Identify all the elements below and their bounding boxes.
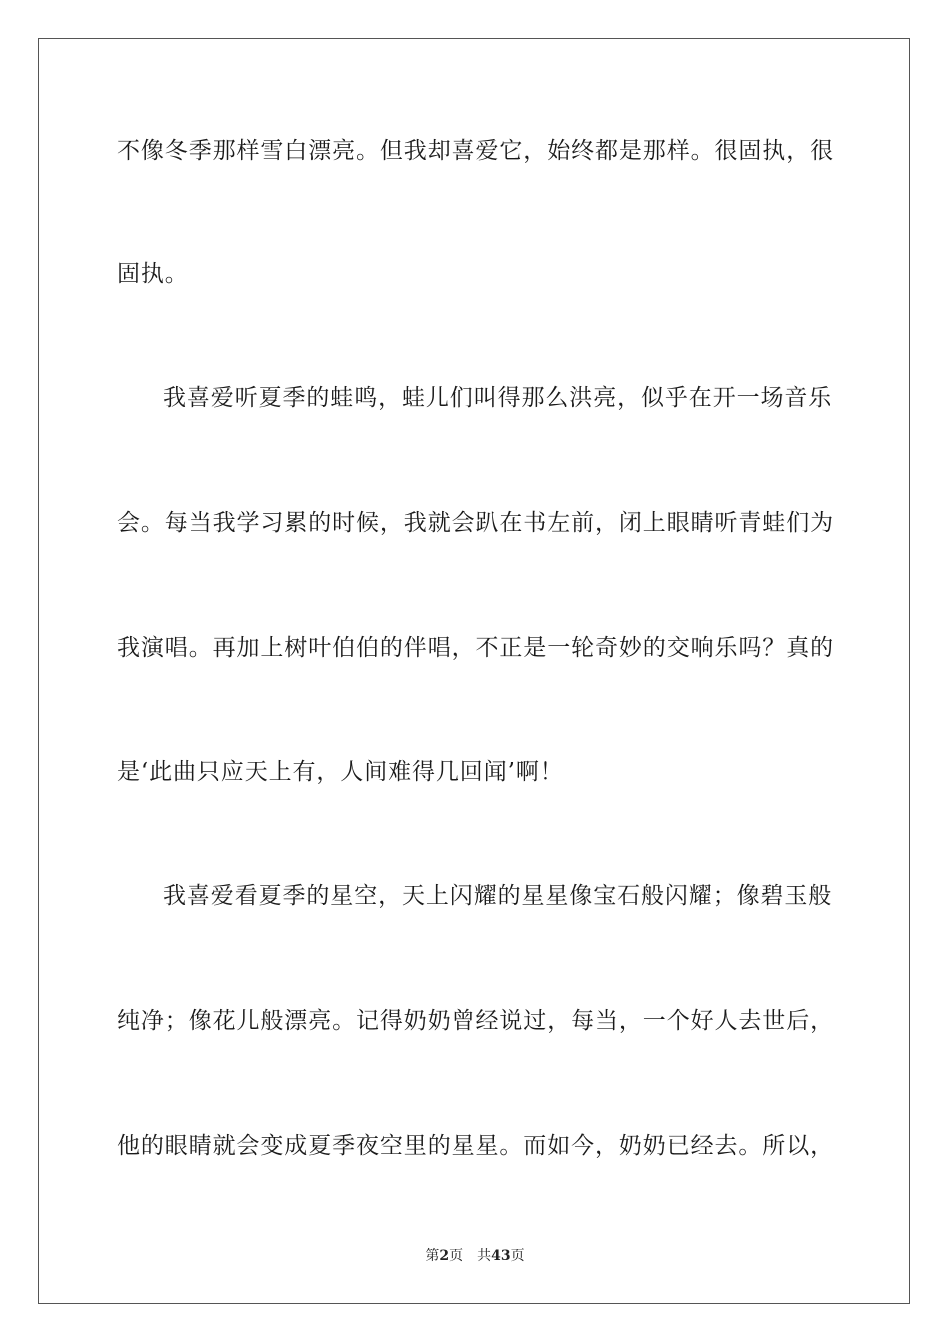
- total-suffix: 页: [510, 1248, 525, 1264]
- text-line-6: 是‘此曲只应天上有，人间难得几回闻’啊！: [117, 759, 564, 785]
- page-border: [38, 38, 910, 1304]
- text-line-1: 不像冬季那样雪白漂亮。但我却喜爱它，始终都是那样。很固执，很: [117, 138, 834, 164]
- text-line-4: 会。每当我学习累的时候，我就会趴在书左前，闭上眼睛听青蛙们为: [117, 510, 834, 536]
- text-line-3: 我喜爱听夏季的蛙鸣，蛙儿们叫得那么洪亮，似乎在开一场音乐: [163, 385, 833, 411]
- page-footer: [0, 1247, 950, 1265]
- page-prefix: 第: [425, 1248, 440, 1264]
- total-pages: 43: [491, 1248, 511, 1264]
- text-line-2: 固执。: [117, 261, 189, 287]
- total-prefix: 共: [477, 1248, 492, 1264]
- text-line-7: 我喜爱看夏季的星空，天上闪耀的星星像宝石般闪耀；像碧玉般: [163, 883, 833, 909]
- text-line-8: 纯净；像花儿般漂亮。记得奶奶曾经说过，每当，一个好人去世后，: [117, 1008, 834, 1034]
- text-line-9: 他的眼睛就会变成夏季夜空里的星星。而如今，奶奶已经去。所以，: [117, 1133, 834, 1159]
- page-number: 2: [439, 1248, 450, 1264]
- page-suffix: 页: [449, 1248, 464, 1264]
- text-line-5: 我演唱。再加上树叶伯伯的伴唱，不正是一轮奇妙的交响乐吗？真的: [117, 635, 834, 661]
